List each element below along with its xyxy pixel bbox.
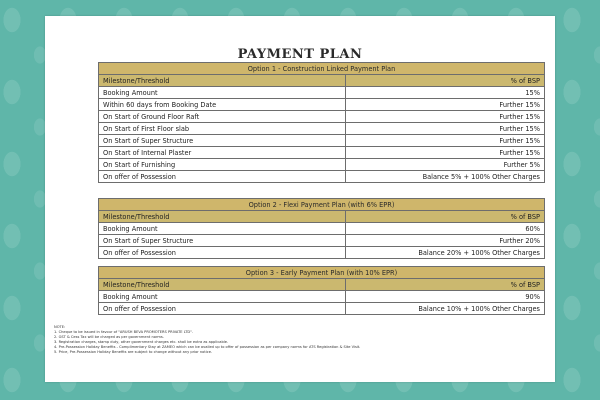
table-row — [99, 111, 545, 123]
table-row — [99, 123, 545, 135]
note-line: 2. GST & Cess Tax will be charged as per government norms. — [54, 335, 164, 339]
milestone-cell: Booking Amount — [99, 223, 346, 235]
option-3-table — [98, 266, 545, 315]
table-row — [99, 159, 545, 171]
note-line: 4. Pre-Possession Holiday Benefits - Complimentary Stay at ZAMEO which can be availed up to offer of possession as per company norms for ATS Registration & Site Visit. — [54, 345, 361, 349]
option-3-heading: Option 3 - Early Payment Plan (with 10% EPR) — [99, 267, 545, 279]
value-cell: Balance 20% + 100% Other Charges — [346, 247, 545, 259]
column-header-milestone: Milestone/Threshold — [99, 211, 346, 223]
column-header-milestone: Milestone/Threshold — [99, 279, 346, 291]
value-cell: Further 15% — [346, 123, 545, 135]
milestone-cell: On offer of Possession — [99, 303, 346, 315]
milestone-cell: Within 60 days from Booking Date — [99, 99, 346, 111]
note-line: 5. Price, Pre-Possession Holiday Benefits are subject to change without any prior notice. — [54, 350, 213, 354]
value-cell: 15% — [346, 87, 545, 99]
value-cell: Further 5% — [346, 159, 545, 171]
milestone-cell: On Start of Internal Plaster — [99, 147, 346, 159]
table-row — [99, 135, 545, 147]
option-1-table — [98, 62, 545, 183]
column-header-value: % of BSP — [346, 75, 545, 87]
value-cell: Further 15% — [346, 99, 545, 111]
table-row — [99, 99, 545, 111]
value-cell: Balance 5% + 100% Other Charges — [346, 171, 545, 183]
note-line: 1. Cheque to be issued in favour of "ARUSH BEVA PROMOTERS PRIVATE LTD". — [54, 330, 193, 334]
page-title: PAYMENT PLAN — [237, 47, 363, 62]
milestone-cell: On Start of First Floor slab — [99, 123, 346, 135]
table-row — [99, 87, 545, 99]
milestone-cell: Booking Amount — [99, 87, 346, 99]
column-header-value: % of BSP — [346, 279, 545, 291]
option-2-table — [98, 198, 545, 259]
value-cell: Further 20% — [346, 235, 545, 247]
note-line: 3. Registration charges, stamp duty, other government charges etc. shall be extra as applicable. — [54, 340, 229, 344]
column-header-milestone: Milestone/Threshold — [99, 75, 346, 87]
milestone-cell: On offer of Possession — [99, 247, 346, 259]
value-cell: Balance 10% + 100% Other Charges — [346, 303, 545, 315]
value-cell: 60% — [346, 223, 545, 235]
milestone-cell: On Start of Ground Floor Raft — [99, 111, 346, 123]
milestone-cell: On Start of Super Structure — [99, 135, 346, 147]
milestone-cell: On offer of Possession — [99, 171, 346, 183]
table-row — [99, 291, 545, 303]
milestone-cell: On Start of Super Structure — [99, 235, 346, 247]
value-cell: Further 15% — [346, 147, 545, 159]
table-row — [99, 147, 545, 159]
table-row — [99, 235, 545, 247]
table-row — [99, 247, 545, 259]
column-header-value: % of BSP — [346, 211, 545, 223]
value-cell: Further 15% — [346, 111, 545, 123]
notes-label: NOTE: — [54, 325, 66, 329]
milestone-cell: On Start of Furnishing — [99, 159, 346, 171]
option-1-heading: Option 1 - Construction Linked Payment Plan — [99, 63, 545, 75]
value-cell: Further 15% — [346, 135, 545, 147]
value-cell: 90% — [346, 291, 545, 303]
table-row — [99, 171, 545, 183]
option-2-heading: Option 2 - Flexi Payment Plan (with 6% EPR) — [99, 199, 545, 211]
table-row — [99, 223, 545, 235]
table-row — [99, 303, 545, 315]
milestone-cell: Booking Amount — [99, 291, 346, 303]
notes-section — [54, 325, 360, 355]
